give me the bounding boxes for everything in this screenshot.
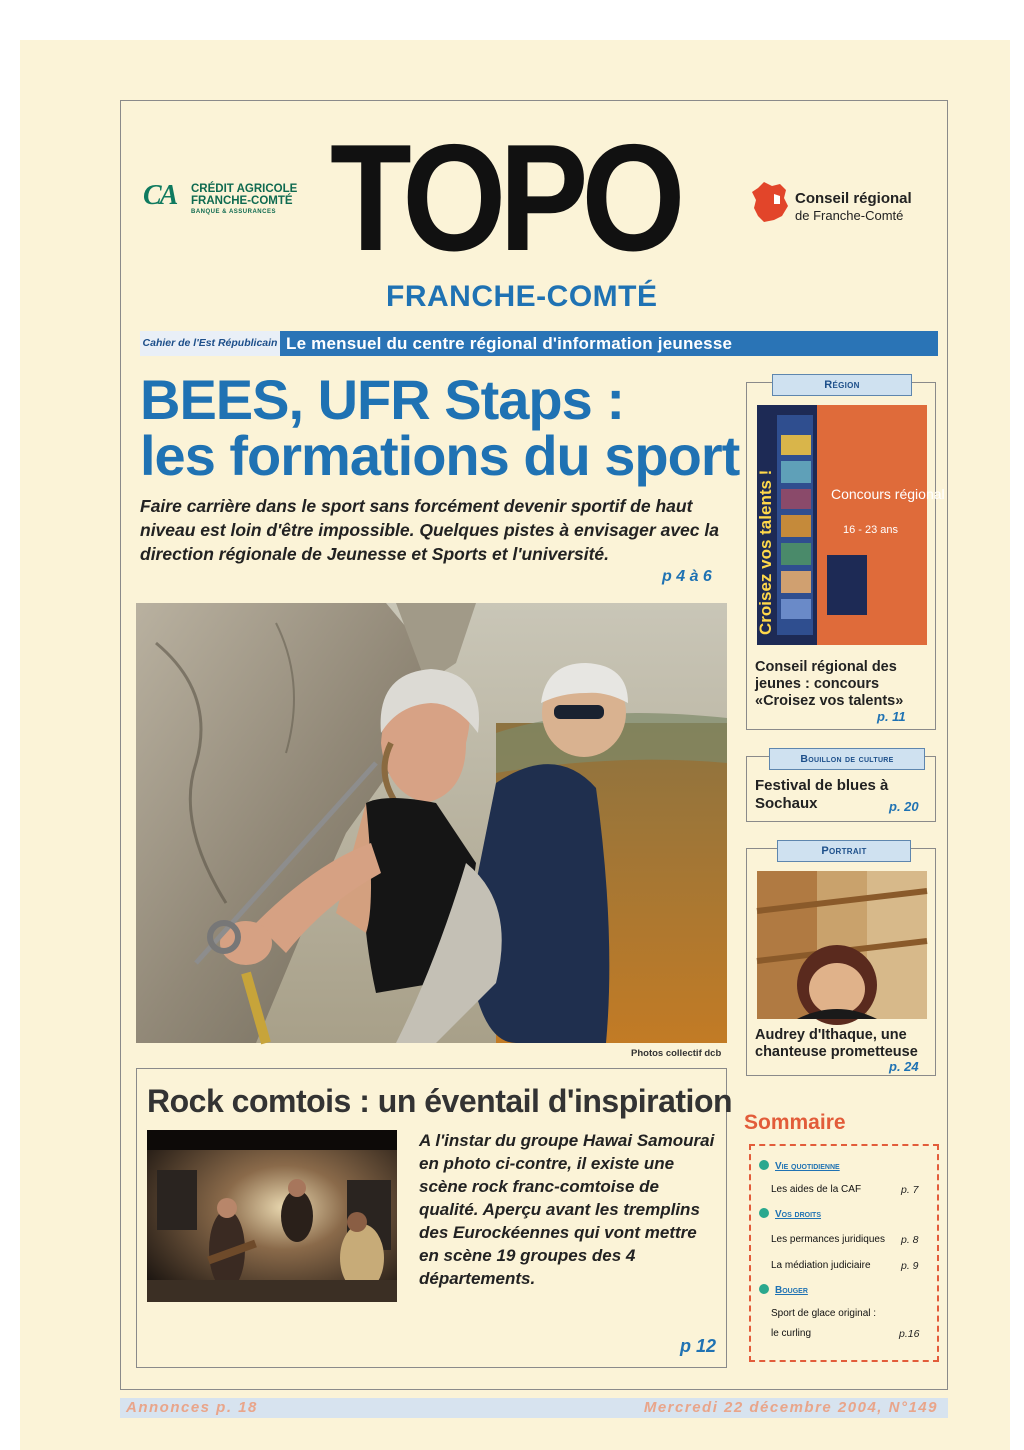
- sommaire-item[interactable]: La médiation judiciaire: [771, 1260, 871, 1271]
- footer-date-issue: Mercredi 22 décembre 2004, N°149: [643, 1399, 938, 1416]
- portrait-tag: Portrait: [777, 840, 911, 862]
- credit-agricole-region: FRANCHE-COMTÉ: [191, 195, 293, 207]
- credit-agricole-logo: [143, 181, 303, 221]
- banner-right-label: Le mensuel du centre régional d'information jeunesse: [286, 334, 733, 353]
- lead-page-ref[interactable]: p 4 à 6: [662, 568, 712, 585]
- region-text: Conseil régional des jeunes : concours «Croisez vos talents»: [755, 659, 904, 709]
- concert-photo: [147, 1130, 397, 1302]
- conseil-regional-region: de Franche-Comté: [795, 208, 904, 223]
- sommaire-item-page: p. 7: [901, 1184, 919, 1196]
- rock-headline: Rock comtois : un éventail d'inspiration: [147, 1083, 733, 1119]
- sommaire-heading-vie[interactable]: [759, 1160, 840, 1172]
- sommaire-box: [749, 1144, 939, 1362]
- region-tag: Région: [772, 374, 912, 396]
- credit-agricole-name: CRÉDIT AGRICOLE: [191, 183, 298, 195]
- portrait-box[interactable]: [746, 845, 936, 1076]
- footer-bar: [120, 1398, 948, 1418]
- lead-headline[interactable]: [140, 368, 740, 487]
- portrait-photo: [757, 871, 927, 1019]
- sommaire-item-page: p.16: [899, 1328, 920, 1340]
- climbing-photo: [136, 603, 727, 1043]
- region-page-ref[interactable]: p. 11: [877, 709, 906, 724]
- contest-poster: [756, 405, 945, 645]
- lead-headline-line2: les formations du sport: [140, 424, 740, 487]
- france-map-icon: [750, 180, 790, 224]
- banner-left-label: Cahier de l'Est Républicain: [140, 331, 280, 356]
- sommaire-item[interactable]: le curling: [771, 1328, 812, 1339]
- portrait-text: Audrey d'Ithaque, une chanteuse prometteuse: [755, 1027, 918, 1060]
- sommaire-heading-label: Vos droits: [775, 1209, 822, 1220]
- rock-intro: A l'instar du groupe Hawai Samourai en photo ci-contre, il existe une scène rock franc-comtoise de qualité. Aperçu avant les tremplins des Eurockéennes qui vont mettre en scène 19 groupes des 4 départements.: [419, 1131, 715, 1288]
- culture-page-ref[interactable]: p. 20: [889, 799, 919, 814]
- culture-box[interactable]: [746, 753, 936, 822]
- sommaire-heading-bouger[interactable]: [759, 1284, 808, 1296]
- photo-credit: Photos collectif dcb: [631, 1048, 722, 1059]
- rock-article-box[interactable]: [136, 1068, 733, 1368]
- masthead-subtitle: FRANCHE-COMTÉ: [386, 280, 658, 313]
- conseil-regional-logo: [750, 180, 950, 230]
- lead-intro: Faire carrière dans le sport sans forcément devenir sportif de haut niveau est loin d'être impossible. Quelques pistes à envisager avec la direction régionale de Jeunesse et Sports et l'université.: [140, 496, 719, 564]
- bullet-icon: [759, 1160, 769, 1170]
- portrait-page-ref[interactable]: p. 24: [889, 1059, 919, 1074]
- poster-age: 16 - 23 ans: [843, 524, 899, 536]
- sommaire-item[interactable]: Les permances juridiques: [771, 1234, 885, 1245]
- culture-tag: Bouillon de culture: [769, 748, 925, 770]
- region-box[interactable]: [746, 379, 945, 730]
- rock-page-ref[interactable]: p 12: [679, 1336, 716, 1356]
- masthead-title: TOPO: [330, 113, 679, 283]
- section-banner: [140, 331, 938, 356]
- sommaire-heading-droits[interactable]: [759, 1208, 821, 1220]
- sommaire-heading-label: Bouger: [775, 1285, 808, 1296]
- credit-agricole-tagline: BANQUE & ASSURANCES: [191, 209, 276, 215]
- sommaire-title: Sommaire: [744, 1111, 846, 1134]
- sommaire-item[interactable]: Les aides de la CAF: [771, 1184, 862, 1195]
- lead-headline-line1: BEES, UFR Staps :: [140, 368, 624, 431]
- footer-annonces[interactable]: Annonces p. 18: [126, 1399, 258, 1416]
- conseil-regional-name: Conseil régional: [795, 190, 912, 207]
- sommaire-heading-label: Vie quotidienne: [775, 1161, 840, 1172]
- poster-title: Concours régional: [831, 486, 945, 502]
- bullet-icon: [759, 1208, 769, 1218]
- culture-text: Festival de blues à Sochaux: [755, 777, 889, 812]
- credit-agricole-mark: CA: [143, 180, 177, 211]
- sommaire-item-page: p. 9: [901, 1260, 919, 1272]
- sommaire-item-page: p. 8: [901, 1234, 919, 1246]
- poster-vertical-text: Croisez vos talents !: [756, 469, 775, 635]
- bullet-icon: [759, 1284, 769, 1294]
- sommaire-item[interactable]: Sport de glace original :: [771, 1308, 877, 1319]
